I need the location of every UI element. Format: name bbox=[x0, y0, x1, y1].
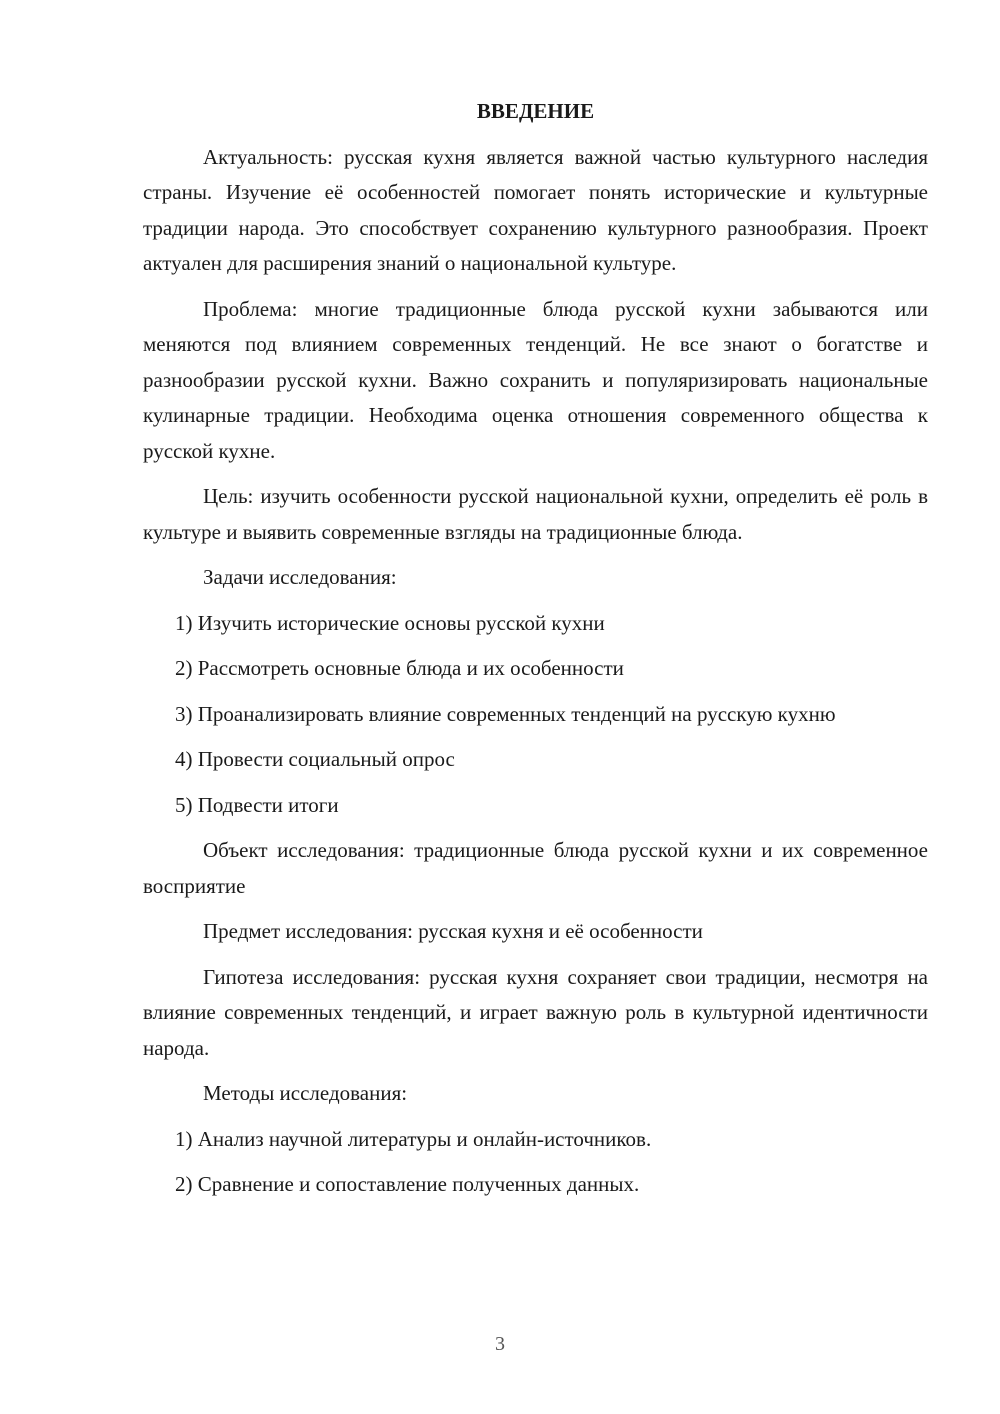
page-number: 3 bbox=[495, 1333, 505, 1355]
task-item: 4) Провести социальный опрос bbox=[175, 747, 455, 771]
task-item: 1) Изучить исторические основы русской кухни bbox=[175, 610, 605, 635]
method-item: 1) Анализ научной литературы и онлайн-источников. bbox=[175, 1126, 652, 1151]
subject-paragraph: Предмет исследования: русская кухня и её особенности bbox=[203, 919, 703, 943]
tasks-heading: Задачи исследования: bbox=[203, 565, 397, 589]
task-item: 5) Подвести итоги bbox=[175, 792, 339, 817]
document-page bbox=[143, 94, 928, 1213]
problem-paragraph: Проблема: многие традиционные блюда русской кухни забываются или меняются под влиянием современных тенденций. Не все знают о богатстве и разнообразии русской кухни. Важно сохранить и популяризировать национальные кулинарные традиции. Необходима оценка отношения современного общества к русской кухне. bbox=[143, 296, 928, 463]
methods-heading: Методы исследования: bbox=[203, 1081, 408, 1105]
task-item: 2) Рассмотреть основные блюда и их особенности bbox=[175, 656, 624, 680]
hypothesis-paragraph: Гипотеза исследования: русская кухня сохраняет свои традиции, несмотря на влияние современных тенденций, и играет важную роль в культурной идентичности народа. bbox=[143, 964, 928, 1060]
object-paragraph: Объект исследования: традиционные блюда русской кухни и их современное восприятие bbox=[143, 838, 928, 898]
section-title: ВВЕДЕНИЕ bbox=[476, 99, 595, 123]
method-item: 2) Сравнение и сопоставление полученных данных. bbox=[175, 1172, 640, 1196]
task-item: 3) Проанализировать влияние современных тенденций на русскую кухню bbox=[175, 701, 836, 726]
goal-paragraph: Цель: изучить особенности русской национальной кухни, определить её роль в культуре и выявить современные взгляды на традиционные блюда. bbox=[143, 484, 928, 544]
relevance-paragraph: Актуальность: русская кухня является важной частью культурного наследия страны. Изучение её особенностей помогает понять исторические и культурные традиции народа. Это способствует сохранению культурного разнообразия. Проект актуален для расширения знаний о национальной культуре. bbox=[143, 144, 928, 275]
